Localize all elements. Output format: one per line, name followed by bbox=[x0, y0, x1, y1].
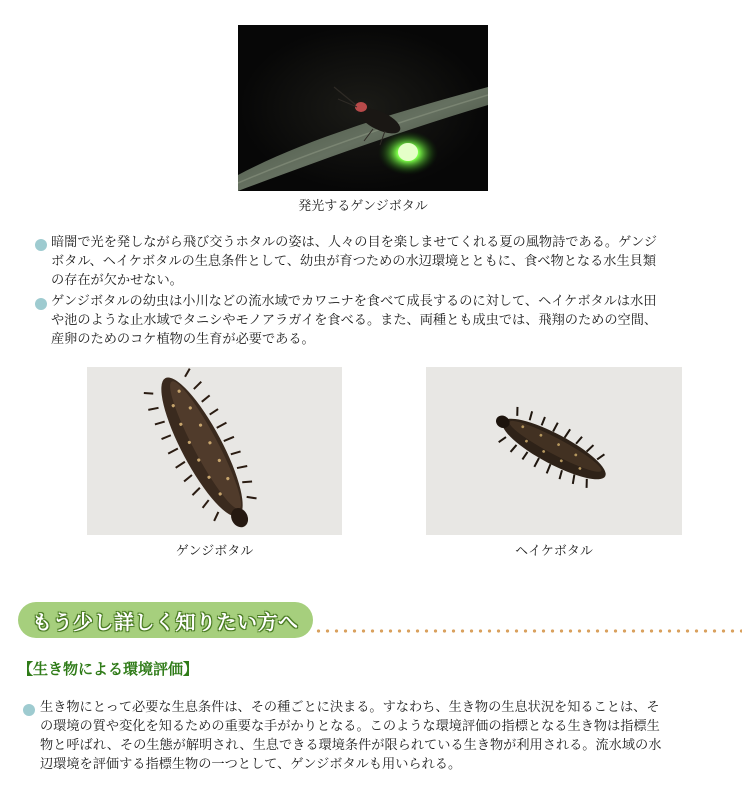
paragraph-line: の存在が欠かせない。 bbox=[51, 273, 183, 288]
paragraph-line: 生き物にとって必要な生息条件は、その種ごとに決まる。すなわち、生き物の生息状況を知ることは、そ bbox=[40, 700, 660, 715]
paragraph-line: ボタル、ヘイケボタルの生息条件として、幼虫が育つための水辺環境とともに、食べ物となる水生貝類 bbox=[51, 254, 657, 269]
habitat-paragraph bbox=[51, 233, 657, 290]
larva-illustration bbox=[87, 367, 342, 535]
paragraph-line: 辺環境を評価する指標生物の一つとして、ゲンジボタルも用いられる。 bbox=[40, 757, 462, 772]
bullet-icon bbox=[35, 239, 47, 251]
larva-illustration bbox=[426, 367, 682, 535]
section-banner-title: もう少し詳しく知りたい方へ bbox=[32, 610, 299, 634]
heike-larva-photo bbox=[426, 367, 682, 535]
bullet-icon bbox=[35, 298, 47, 310]
firefly-glowing-photo bbox=[238, 25, 488, 191]
paragraph-line: ゲンジボタルの幼虫は小川などの流水域でカワニナを食べて成長するのに対して、ヘイケボタルは水田 bbox=[51, 294, 657, 309]
section-subheading: 【生き物による環境評価】 bbox=[18, 660, 199, 678]
bullet-icon bbox=[23, 704, 35, 716]
paragraph-line: 産卵のためのコケ植物の生育が必要である。 bbox=[51, 332, 315, 347]
larva-diet-paragraph bbox=[51, 292, 657, 349]
environment-assessment-paragraph bbox=[40, 698, 661, 774]
paragraph-line: や池のような止水域でタニシやモノアラガイを食べる。また、両種とも成虫では、飛翔のための空間、 bbox=[51, 313, 658, 328]
firefly-illustration bbox=[238, 25, 488, 191]
paragraph-line: の環境の質や変化を知るための重要な手がかりとなる。このような環境評価の指標となる生き物は指標生 bbox=[40, 719, 660, 734]
firefly-photo-caption: 発光するゲンジボタル bbox=[298, 199, 428, 214]
genji-larva-caption: ゲンジボタル bbox=[175, 544, 254, 559]
paragraph-line: 物と呼ばれ、その生態が解明され、生息できる環境条件が限られている生き物が利用される。流水域の水 bbox=[40, 738, 662, 753]
dotted-divider bbox=[314, 629, 742, 633]
genji-larva-photo bbox=[87, 367, 342, 535]
paragraph-line: 暗闇で光を発しながら飛び交うホタルの姿は、人々の目を楽しませてくれる夏の風物詩である。ゲンジ bbox=[51, 235, 658, 250]
heike-larva-caption: ヘイケボタル bbox=[515, 544, 593, 559]
